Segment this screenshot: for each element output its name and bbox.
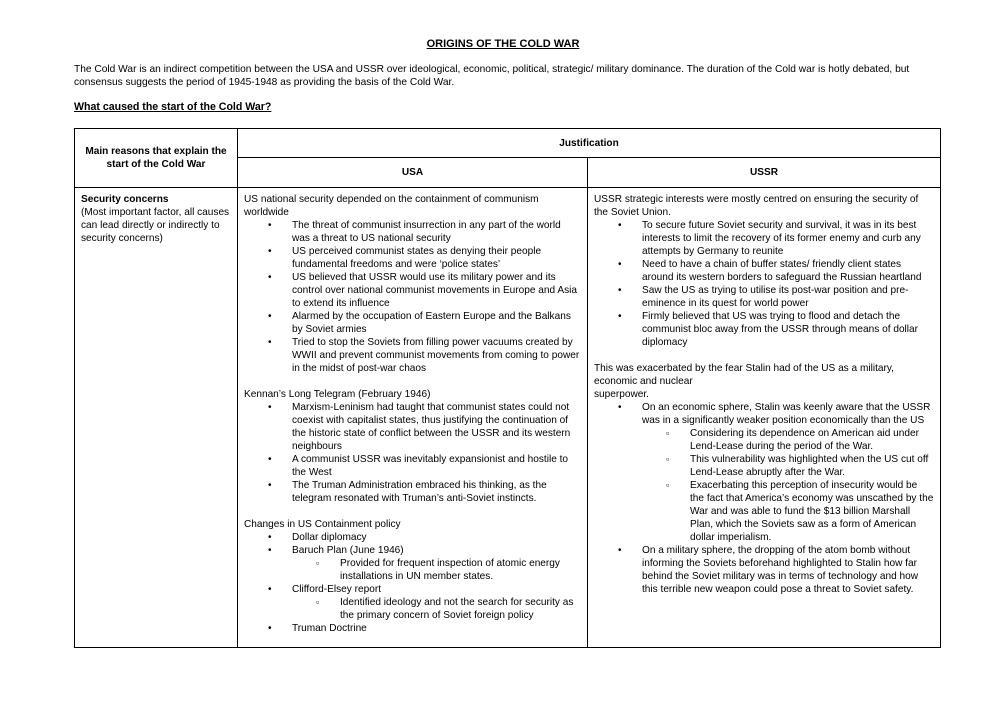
clifford-sub-list <box>292 596 581 622</box>
list-item: • The Truman Administration embraced his thinking, as the telegram resonated with Truman’s anti-Soviet instincts. <box>292 479 581 505</box>
reasons-header-text: Main reasons that explain the start of the Cold War <box>85 146 227 170</box>
list-item: ▫ Provided for frequent inspection of atomic energy installations in UN member states. <box>340 557 581 583</box>
reason-cell <box>75 188 238 648</box>
containment-list <box>244 531 581 635</box>
list-item: • Dollar diplomacy <box>292 531 581 544</box>
ussr-bullet-list <box>594 219 934 349</box>
ussr-sphere-list <box>594 401 934 596</box>
clifford-elsey-label: Clifford-Elsey report <box>292 584 382 595</box>
list-item: ▫ Identified ideology and not the search for security as the primary concern of Soviet foreign policy <box>340 596 581 622</box>
kennan-title: Kennan’s Long Telegram (February 1946) <box>244 389 431 400</box>
list-item <box>292 544 581 583</box>
containment-title: Changes in US Containment policy <box>244 519 401 530</box>
reason-title: Security concerns <box>81 194 169 205</box>
section-subheading: What caused the start of the Cold War? <box>74 101 272 113</box>
list-item: • Alarmed by the occupation of Eastern Europe and the Balkans by Soviet armies <box>292 310 581 336</box>
kennan-bullet-list <box>244 401 581 505</box>
usa-column-header: USA <box>238 158 588 188</box>
reason-note: (Most important factor, all causes can lead directly or indirectly to security concerns) <box>81 207 230 244</box>
usa-justification-cell <box>238 188 588 648</box>
baruch-plan-label: Baruch Plan (June 1946) <box>292 545 404 556</box>
economic-sub-list <box>642 427 934 544</box>
reasons-column-header <box>75 129 238 188</box>
list-item: • To secure future Soviet security and survival, it was in its best interests to limit the recovery of its former enemy and curb any attempts by Germany to reunite <box>642 219 934 258</box>
list-item <box>292 583 581 622</box>
usa-bullet-list <box>244 219 581 375</box>
economic-sphere-text: On an economic sphere, Stalin was keenly aware that the USSR was in a significantly weaker position economically than the US <box>642 402 931 426</box>
list-item: ▫ Considering its dependence on American aid under Lend-Lease during the period of the War. <box>690 427 934 453</box>
list-item: • Tried to stop the Soviets from filling power vacuums created by WWII and prevent communist movements from coming to power in the midst of post-war chaos <box>292 336 581 375</box>
ussr-intro: USSR strategic interests were mostly centred on ensuring the security of the Soviet Union. <box>594 194 919 218</box>
list-item: • The threat of communist insurrection in any part of the world was a threat to US national security <box>292 219 581 245</box>
list-item: • Saw the US as trying to utilise its post-war position and pre-eminence in its quest for world power <box>642 284 934 310</box>
list-item: • Need to have a chain of buffer states/ friendly client states around its western borders to safeguard the Russian heartland <box>642 258 934 284</box>
list-item: ▫ This vulnerability was highlighted when the US cut off Lend-Lease abruptly after the War. <box>690 453 934 479</box>
list-item: • A communist USSR was inevitably expansionist and hostile to the West <box>292 453 581 479</box>
document-title: ORIGINS OF THE COLD WAR <box>426 38 580 50</box>
usa-intro: US national security depended on the containment of communism worldwide <box>244 194 539 218</box>
stalin-fear-line-2: superpower. <box>594 389 649 400</box>
baruch-sub-list <box>292 557 581 583</box>
justification-header: Justification <box>238 129 941 158</box>
ussr-column-header: USSR <box>588 158 941 188</box>
list-item: ▫ Exacerbating this perception of insecurity would be the fact that America’s economy was unscathed by the War and was able to fund the $13 billion Marshall Plan, which the Soviets saw as a form of American dollar imperialism. <box>690 479 934 544</box>
list-item: • Firmly believed that US was trying to flood and detach the communist bloc away from the USSR through means of dollar diplomacy <box>642 310 934 349</box>
list-item: • US believed that USSR would use its military power and its control over national communist movements in Europe and Asia to extend its influence <box>292 271 581 310</box>
list-item: • On a military sphere, the dropping of the atom bomb without informing the Soviets beforehand highlighted to Stalin how far behind the Soviet military was in terms of technology and how this terrible new weapon could pose a threat to Soviet safety. <box>642 544 934 596</box>
ussr-justification-cell <box>588 188 941 648</box>
list-item: • Marxism-Leninism had taught that communist states could not coexist with capitalist states, thus justifying the continuation of the historic state of conflict between the USSR and its western neighbours <box>292 401 581 453</box>
list-item <box>642 401 934 544</box>
stalin-fear-line-1: This was exacerbated by the fear Stalin had of the US as a military, economic and nuclear <box>594 363 894 387</box>
causes-table <box>74 128 941 648</box>
list-item: • Truman Doctrine <box>292 622 581 635</box>
list-item: • US perceived communist states as denying their people fundamental freedoms and were ‘police states’ <box>292 245 581 271</box>
intro-paragraph: The Cold War is an indirect competition between the USA and USSR over ideological, economic, political, strategic/ military dominance. The duration of the Cold war is hotly debated, but consensus suggests the period of 1945-1948 as providing the basis of the Cold War. <box>74 64 910 88</box>
